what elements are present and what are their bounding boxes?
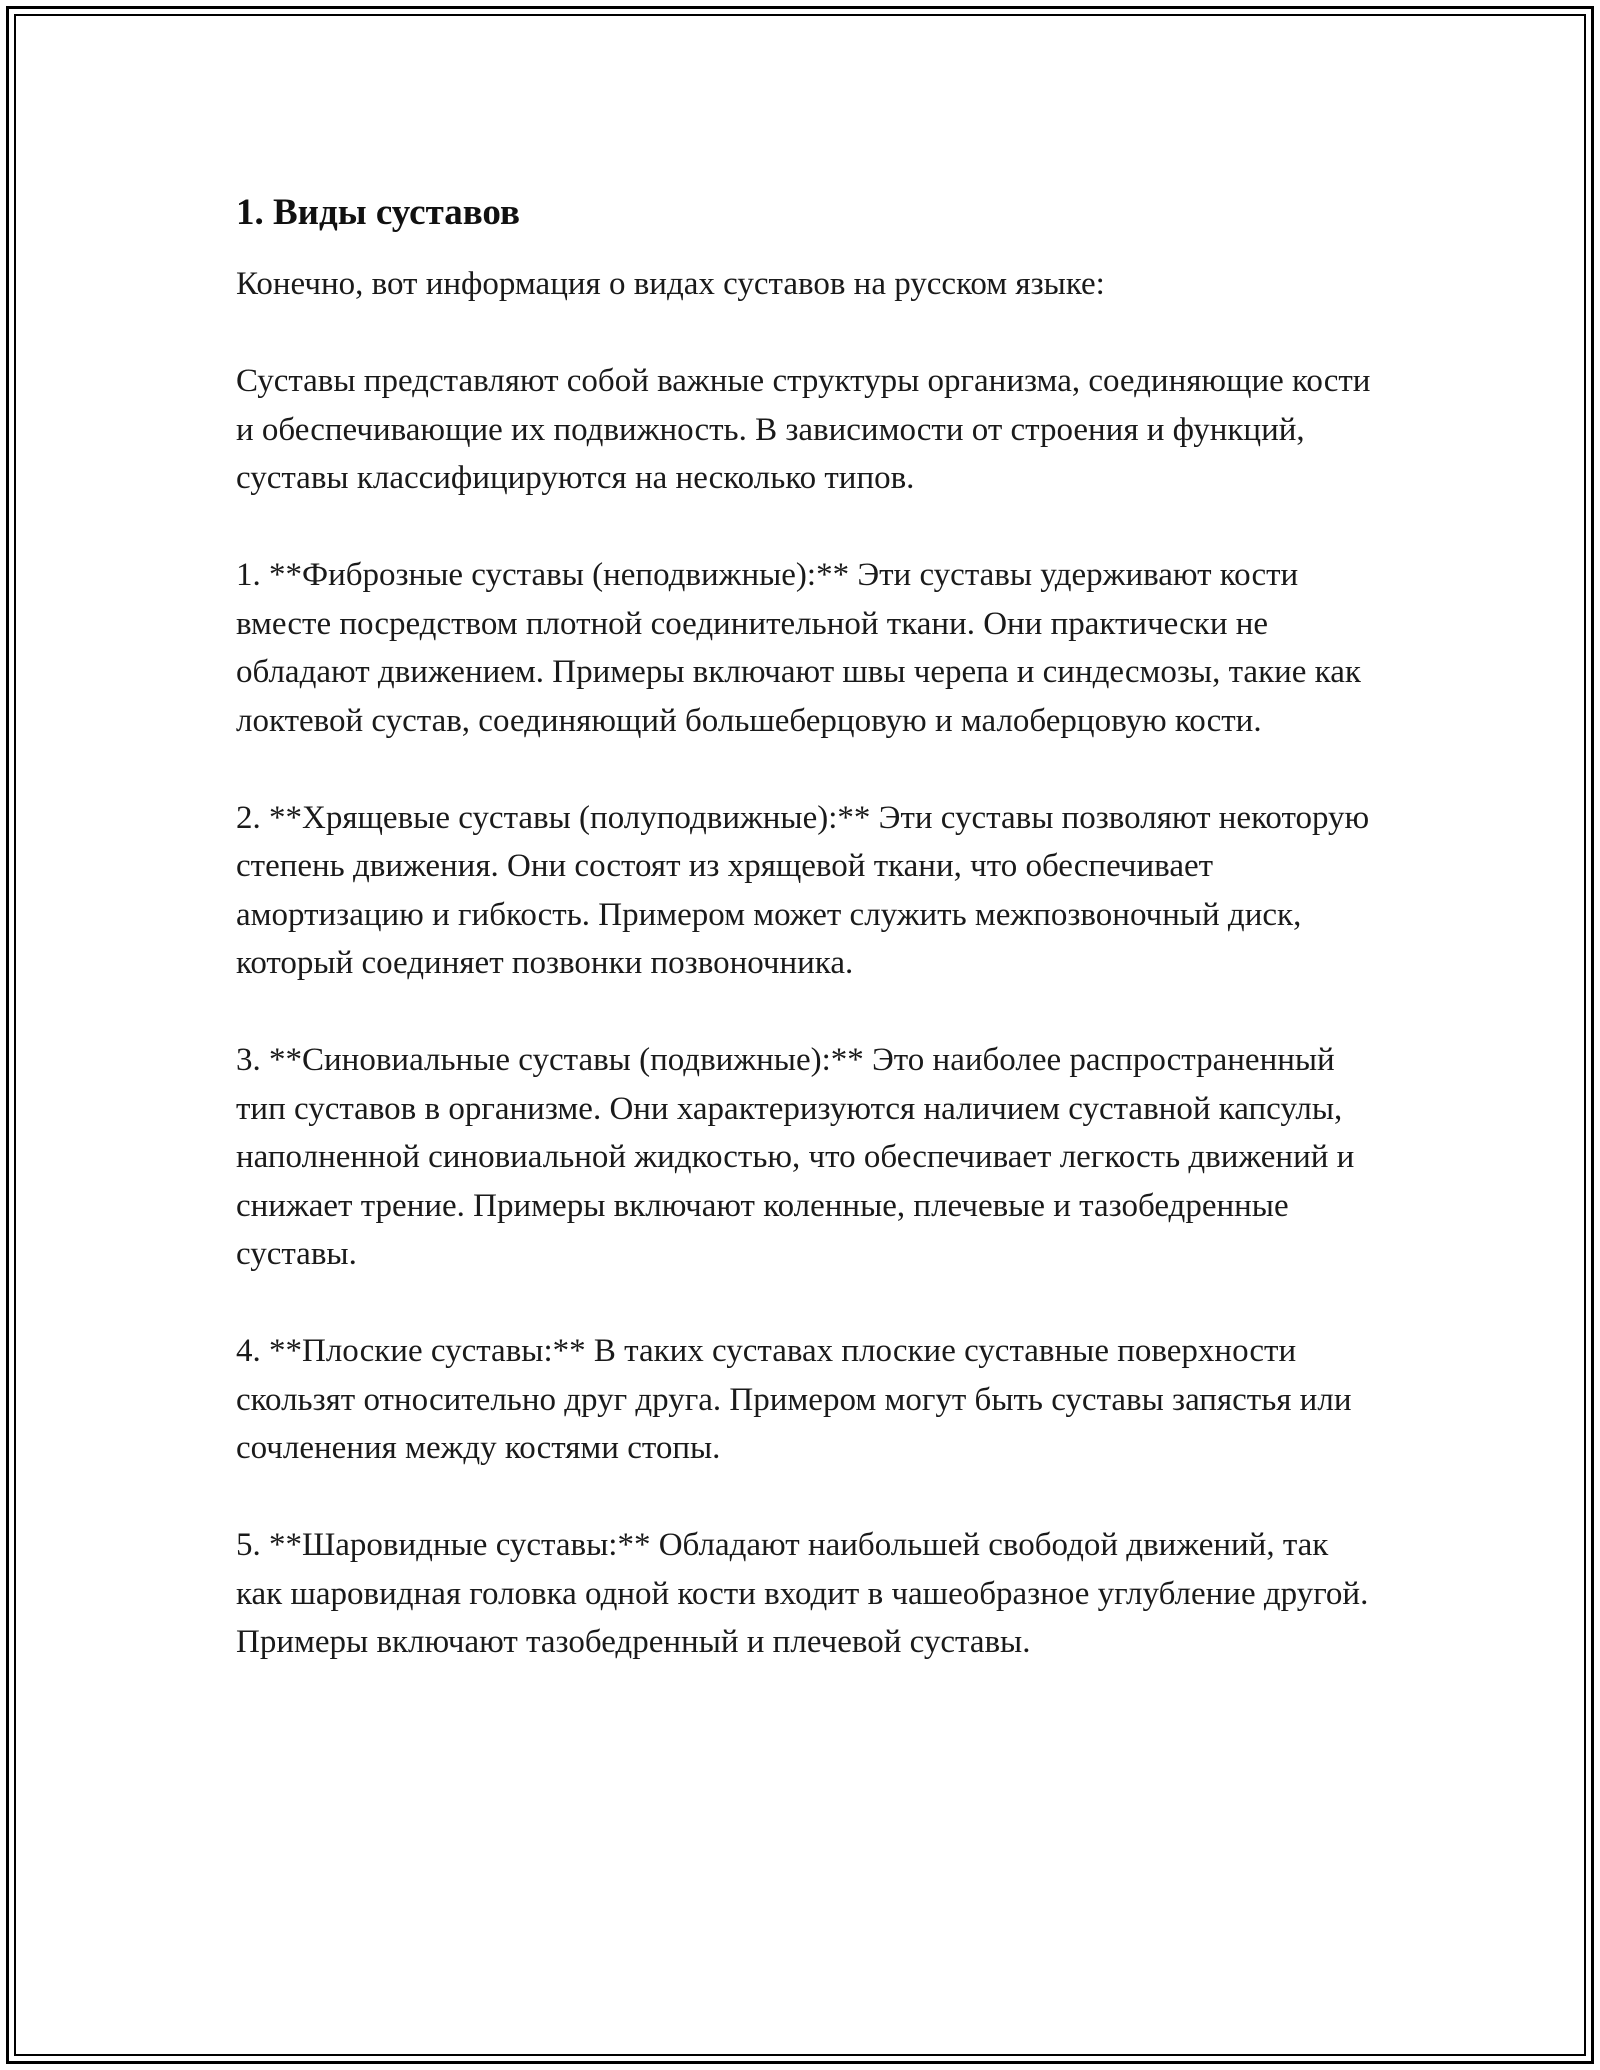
list-item-planar: 4. **Плоские суставы:** В таких суставах плоские суставные поверхности скользят относительно друг друга. Примером могут быть суставы запястья или сочленения между костями стопы. [236, 1333, 1352, 1466]
document-body [236, 188, 1376, 1715]
list-item-ball-and-socket: 5. **Шаровидные суставы:** Обладают наибольшей свободой движений, так как шаровидная головка одной кости входит в чашеобразное углубление другой. Примеры включают тазобедренный и плечевой суставы. [236, 1527, 1369, 1660]
list-item-cartilaginous: 2. **Хрящевые суставы (полуподвижные):** Эти суставы позволяют некоторую степень движения. Они состоят из хрящевой ткани, что обеспечивает амортизацию и гибкость. Примером может служить межпозвоночный диск, который соединяет позвонки позвоночника. [236, 799, 1370, 981]
list-item-synovial: 3. **Синовиальные суставы (подвижные):** Это наиболее распространенный тип суставов в организме. Они характеризуются наличием суставной капсулы, наполненной синовиальной жидкостью, что обеспечивает легкость движений и снижает трение. Примеры включают коленные, плечевые и тазобедренные суставы. [236, 1042, 1355, 1272]
intro-paragraph: Конечно, вот информация о видах суставов на русском языке: [236, 266, 1105, 302]
section-heading: 1. Виды суставов [236, 192, 520, 233]
list-item-fibrous: 1. **Фиброзные суставы (неподвижные):** Эти суставы удерживают кости вместе посредством плотной соединительной ткани. Они практически не обладают движением. Примеры включают швы черепа и синдесмозы, такие как локтевой сустав, соединяющий большеберцовую и малоберцовую кости. [236, 557, 1361, 739]
overview-paragraph: Суставы представляют собой важные структуры организма, соединяющие кости и обеспечивающие их подвижность. В зависимости от строения и функций, суставы классифицируются на несколько типов. [236, 363, 1371, 496]
